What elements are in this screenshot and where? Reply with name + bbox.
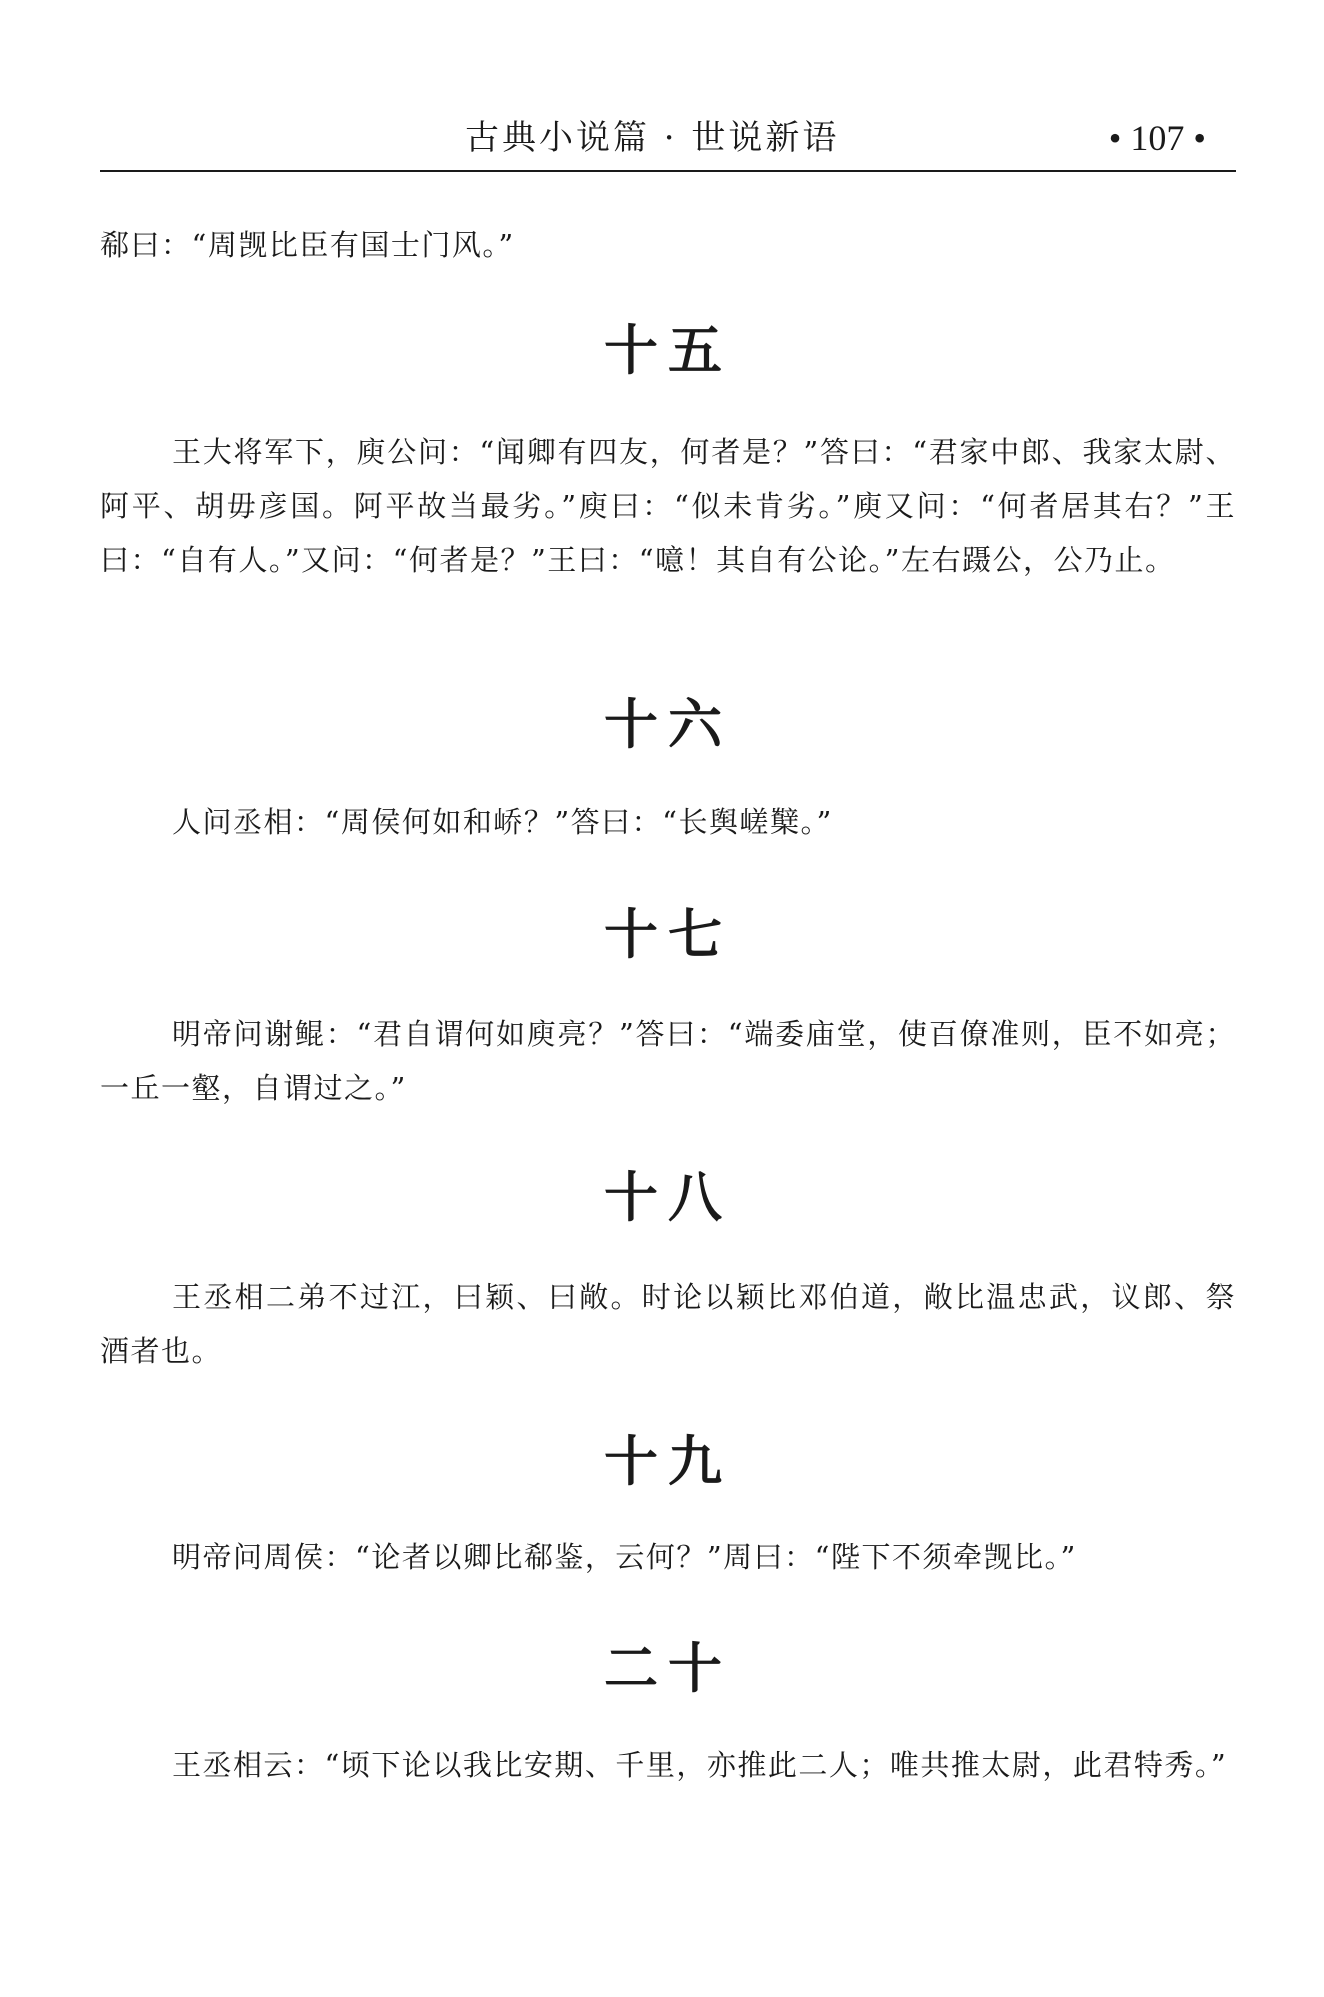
section-text-19: 明帝问周侯：“论者以卿比郗鉴，云何？”周曰：“陛下不须牵觊比。”: [172, 1540, 1077, 1574]
running-header: [100, 108, 1236, 168]
section-text-18: 王丞相二弟不过江，曰颖、曰敞。时论以颖比邓伯道，敞比温忠武，议郎、祭酒者也。: [100, 1280, 1236, 1368]
section-heading-20: 二十: [604, 1637, 732, 1700]
section-heading-19: 十九: [604, 1430, 732, 1493]
running-header-title: 古典小说篇 · 世说新语: [465, 118, 840, 158]
section-heading-16: 十六: [604, 693, 732, 756]
section-heading-17: 十七: [604, 903, 732, 966]
header-rule: [100, 170, 1236, 172]
section-heading-15: 十五: [604, 319, 732, 382]
page-number: • 107 •: [1108, 118, 1206, 158]
section-text-17: 明帝问谢鲲：“君自谓何如庾亮？”答曰：“端委庙堂，使百僚准则，臣不如亮；一丘一壑，自谓过之。”: [100, 1017, 1236, 1105]
section-text-15: 王大将军下，庾公问：“闻卿有四友，何者是？”答曰：“君家中郎、我家太尉、阿平、胡毋彦国。阿平故当最劣。”庾曰：“似未肯劣。”庾又问：“何者居其右？”王曰：“自有人。”又问：“何者是？”王曰：“噫！其自有公论。”左右蹑公，公乃止。: [100, 435, 1236, 577]
section-text-20: 王丞相云：“顷下论以我比安期、千里，亦推此二人；唯共推太尉，此君特秀。”: [172, 1748, 1228, 1782]
opening-line: 郗曰：“周觊比臣有国士门风。”: [100, 228, 515, 262]
section-text-16: 人问丞相：“周侯何如和峤？”答曰：“长舆嵯櫱。”: [172, 805, 833, 839]
section-heading-18: 十八: [604, 1166, 732, 1229]
